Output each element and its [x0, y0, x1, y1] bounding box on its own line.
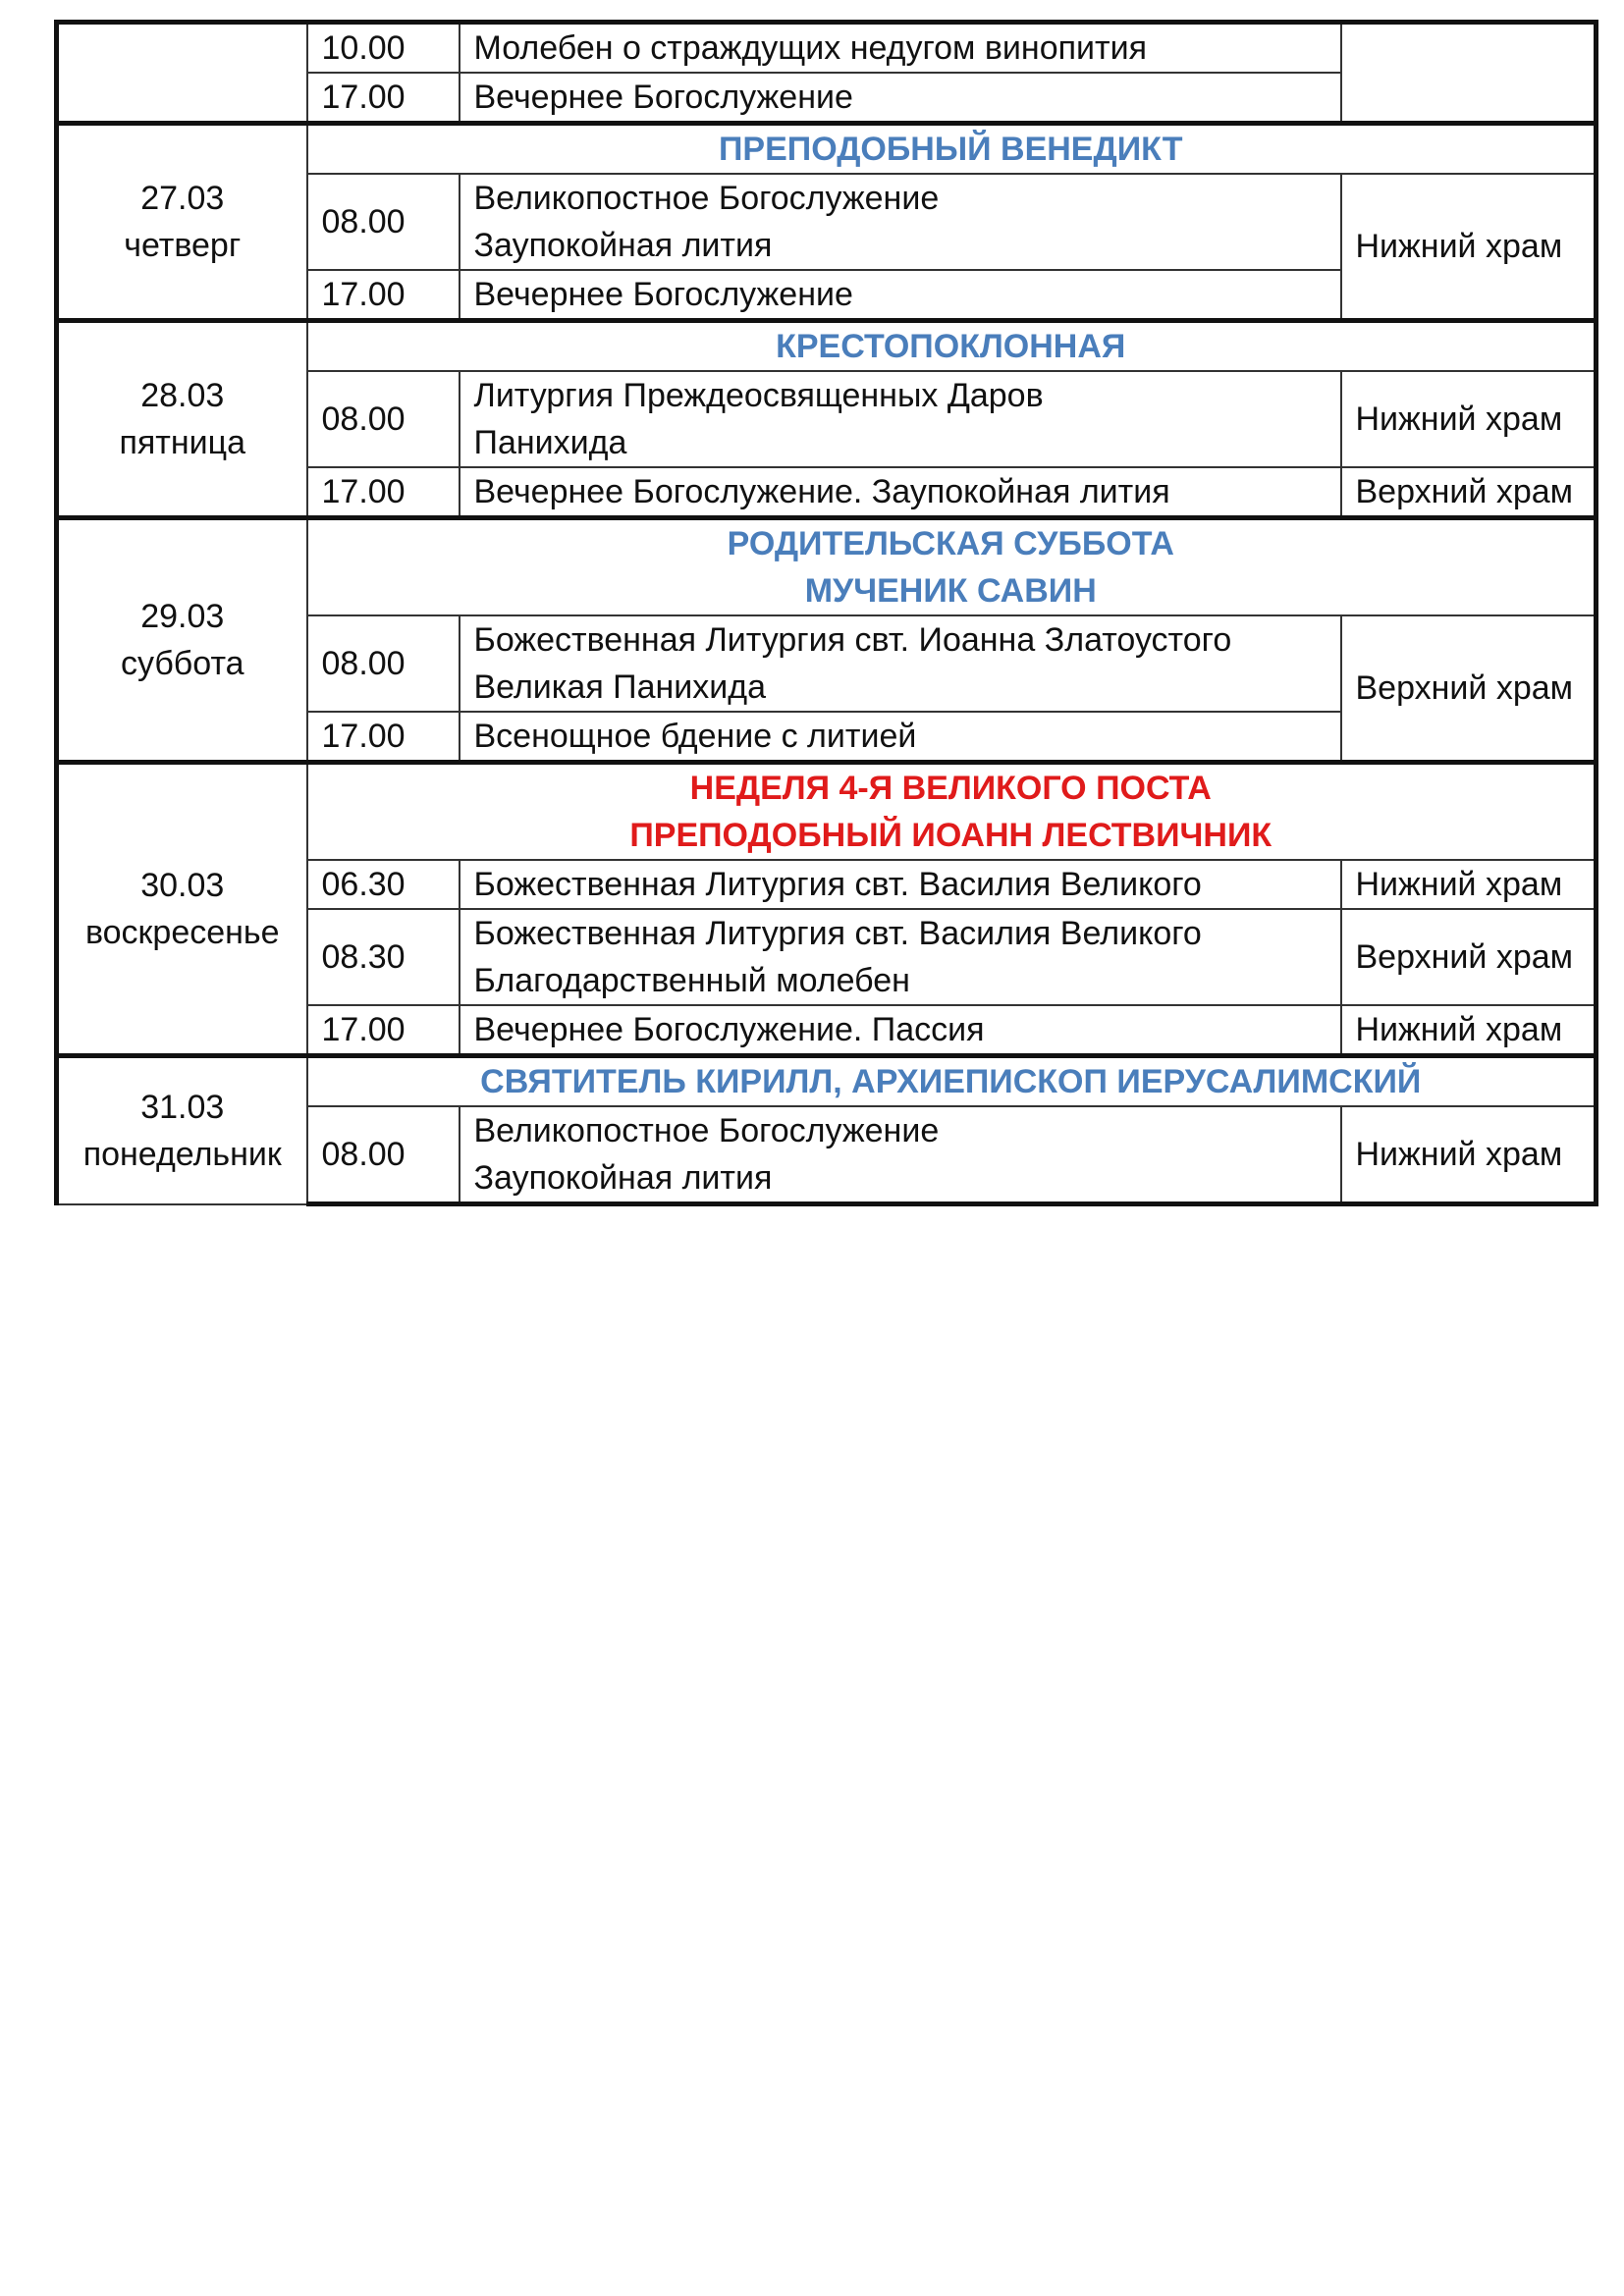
feast-title — [307, 518, 1597, 616]
date-label: 27.03 — [140, 180, 225, 217]
service-cell — [460, 860, 1341, 909]
service-cell — [460, 174, 1341, 270]
date-label: 30.03 — [140, 867, 225, 904]
feast-title — [307, 321, 1597, 372]
weekday-label: суббота — [120, 645, 244, 682]
service-line: Божественная Литургия свт. Иоанна Златоустого — [473, 621, 1232, 659]
time-cell: 17.00 — [307, 467, 460, 518]
time-cell: 08.00 — [307, 1106, 460, 1204]
feast-title — [307, 763, 1597, 861]
service-line: Литургия Преждеосвященных Даров — [473, 377, 1044, 414]
time-cell: 17.00 — [307, 73, 460, 124]
location-cell: Нижний храм — [1341, 1005, 1597, 1056]
date-cell — [57, 124, 307, 321]
time-cell: 08.00 — [307, 615, 460, 712]
weekday-label: понедельник — [82, 1135, 282, 1173]
service-line: Заупокойная лития — [473, 227, 773, 264]
feast-row — [57, 321, 1597, 372]
schedule-body — [57, 23, 1597, 1204]
service-line: Великопостное Богослужение — [473, 180, 940, 217]
service-cell: Молебен о страждущих недугом винопития — [460, 23, 1341, 74]
feast-row — [57, 124, 1597, 175]
feast-title — [307, 1056, 1597, 1107]
date-label: 29.03 — [140, 598, 225, 635]
schedule-table — [54, 20, 1598, 1206]
weekday-label: пятница — [119, 424, 246, 461]
weekday-label: воскресенье — [84, 914, 280, 951]
service-line: Великопостное Богослужение — [473, 1112, 940, 1149]
location-cell: Верхний храм — [1341, 909, 1597, 1005]
location-cell: Нижний храм — [1341, 174, 1597, 321]
service-cell — [460, 270, 1341, 321]
date-cell — [57, 1056, 307, 1204]
location-cell: Верхний храм — [1341, 467, 1597, 518]
service-cell: Вечернее Богослужение — [460, 73, 1341, 124]
time-cell: 10.00 — [307, 23, 460, 74]
service-line: Вечернее Богослужение — [473, 276, 853, 313]
feast-title — [307, 124, 1597, 175]
service-cell — [460, 1005, 1341, 1056]
table-row — [57, 23, 1597, 74]
service-cell — [460, 909, 1341, 1005]
service-line: Панихида — [473, 424, 627, 461]
feast-row — [57, 1056, 1597, 1107]
date-label: 31.03 — [140, 1088, 225, 1126]
date-cell — [57, 518, 307, 763]
service-line: Божественная Литургия свт. Василия Великого — [473, 866, 1202, 903]
weekday-label: четверг — [124, 227, 242, 264]
feast-title-line: ПРЕПОДОБНЫЙ ИОАНН ЛЕСТВИЧНИК — [629, 817, 1272, 854]
location-cell: Нижний храм — [1341, 860, 1597, 909]
feast-title-line: РОДИТЕЛЬСКАЯ СУББОТА — [727, 525, 1174, 562]
service-cell — [460, 712, 1341, 763]
service-line: Благодарственный молебен — [473, 962, 910, 999]
service-line: Божественная Литургия свт. Василия Великого — [473, 915, 1202, 952]
feast-title-line: ПРЕПОДОБНЫЙ ВЕНЕДИКТ — [718, 131, 1183, 168]
service-line: Вечернее Богослужение. Заупокойная лития — [473, 473, 1170, 510]
time-cell: 17.00 — [307, 712, 460, 763]
date-cell-empty — [57, 23, 307, 124]
feast-title-line: СВЯТИТЕЛЬ КИРИЛЛ, АРХИЕПИСКОП ИЕРУСАЛИМСКИЙ — [480, 1063, 1422, 1100]
time-cell: 06.30 — [307, 860, 460, 909]
service-cell — [460, 1106, 1341, 1204]
location-cell: Нижний храм — [1341, 1106, 1597, 1204]
service-cell — [460, 467, 1341, 518]
location-cell: Нижний храм — [1341, 371, 1597, 467]
service-line: Вечернее Богослужение. Пассия — [473, 1011, 985, 1048]
date-label: 28.03 — [140, 377, 225, 414]
feast-row — [57, 518, 1597, 616]
service-line: Заупокойная лития — [473, 1159, 773, 1197]
time-cell: 17.00 — [307, 270, 460, 321]
date-cell — [57, 321, 307, 518]
time-cell: 08.00 — [307, 371, 460, 467]
service-line: Великая Панихида — [473, 668, 767, 706]
time-cell: 08.00 — [307, 174, 460, 270]
date-cell — [57, 763, 307, 1056]
location-cell: Верхний храм — [1341, 615, 1597, 763]
feast-title-line: НЕДЕЛЯ 4-Я ВЕЛИКОГО ПОСТА — [689, 770, 1212, 807]
feast-title-line: МУЧЕНИК САВИН — [804, 572, 1097, 610]
time-cell: 17.00 — [307, 1005, 460, 1056]
service-cell — [460, 615, 1341, 712]
time-cell: 08.30 — [307, 909, 460, 1005]
service-cell — [460, 371, 1341, 467]
feast-title-line: КРЕСТОПОКЛОННАЯ — [776, 328, 1126, 365]
feast-row — [57, 763, 1597, 861]
service-line: Всенощное бдение с литией — [473, 718, 917, 755]
location-cell-empty — [1341, 23, 1597, 124]
